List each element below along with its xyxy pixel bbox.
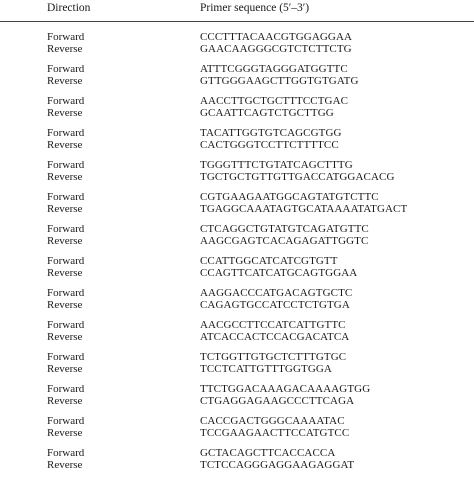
primer-pair-row [0, 95, 474, 127]
table-header [0, 0, 474, 22]
reverse-sequence: CAGAGTGCCATCCTCTGTGA [200, 299, 350, 311]
forward-sequence: AAGGACCCATGACAGTGCTC [200, 287, 353, 299]
forward-sequence: CTCAGGCTGTATGTCAGATGTTC [200, 223, 369, 235]
reverse-sequence: GTTGGGAAGCTTGGTGTGATG [200, 75, 359, 87]
reverse-label: Reverse [47, 427, 83, 439]
column-header-direction: Direction [47, 2, 91, 14]
reverse-label: Reverse [47, 43, 83, 55]
forward-sequence: CGTGAAGAATGGCAGTATGTCTTC [200, 191, 379, 203]
primer-pair-row [0, 447, 474, 479]
reverse-label: Reverse [47, 107, 83, 119]
forward-sequence: AACCTTGCTGCTTTCCTGAC [200, 95, 349, 107]
forward-label: Forward [47, 159, 85, 171]
forward-sequence: TTCTGGACAAAGACAAAAGTGG [200, 383, 371, 395]
primer-pair-row [0, 415, 474, 447]
primer-pair-row [0, 191, 474, 223]
reverse-label: Reverse [47, 459, 83, 471]
reverse-label: Reverse [47, 203, 83, 215]
reverse-sequence: GCAATTCAGTCTGCTTGG [200, 107, 334, 119]
forward-sequence: TACATTGGTGTCAGCGTGG [200, 127, 342, 139]
reverse-label: Reverse [47, 75, 83, 87]
forward-sequence: ATTTCGGGTAGGGATGGTTC [200, 63, 348, 75]
forward-sequence: TGGGTTTCTGTATCAGCTTTG [200, 159, 353, 171]
primer-pair-row [0, 31, 474, 63]
forward-sequence: GCTACAGCTTCACCACCA [200, 447, 336, 459]
reverse-sequence: TCTCCAGGGAGGAAGAGGAT [200, 459, 355, 471]
reverse-sequence: CTGAGGAGAAGCCCTTCAGA [200, 395, 355, 407]
reverse-label: Reverse [47, 171, 83, 183]
forward-sequence: CCCTTTACAACGTGGAGGAA [200, 31, 353, 43]
forward-sequence: CCATTGGCATCATCGTGTT [200, 255, 338, 267]
forward-label: Forward [47, 447, 85, 459]
forward-label: Forward [47, 287, 85, 299]
reverse-sequence: GAACAAGGGCGTCTCTTCTG [200, 43, 352, 55]
primer-pair-row [0, 127, 474, 159]
forward-label: Forward [47, 383, 85, 395]
forward-sequence: TCTGGTTGTGCTCTTTGTGC [200, 351, 347, 363]
forward-label: Forward [47, 223, 85, 235]
primer-pair-row [0, 319, 474, 351]
reverse-sequence: TCCGAAGAACTTCCATGTCC [200, 427, 350, 439]
primer-table-body [0, 31, 474, 479]
primer-pair-row [0, 287, 474, 319]
column-header-primer-sequence: Primer sequence (5′–3′) [200, 2, 310, 14]
reverse-label: Reverse [47, 331, 83, 343]
forward-label: Forward [47, 63, 85, 75]
reverse-sequence: TCCTCATTGTTTGGTGGA [200, 363, 332, 375]
forward-label: Forward [47, 351, 85, 363]
forward-label: Forward [47, 255, 85, 267]
forward-label: Forward [47, 191, 85, 203]
reverse-sequence: AAGCGAGTCACAGAGATTGGTC [200, 235, 369, 247]
reverse-sequence: CCAGTTCATCATGCAGTGGAA [200, 267, 358, 279]
reverse-label: Reverse [47, 139, 83, 151]
reverse-sequence: TGAGGCAAATAGTGCATAAAATATGACT [200, 203, 408, 215]
reverse-sequence: TGCTGCTGTTGTTGACCATGGACACG [200, 171, 395, 183]
primer-pair-row [0, 383, 474, 415]
primer-pair-row [0, 63, 474, 95]
primer-pair-row [0, 223, 474, 255]
forward-label: Forward [47, 31, 85, 43]
forward-label: Forward [47, 415, 85, 427]
reverse-label: Reverse [47, 299, 83, 311]
forward-sequence: CACCGACTGGGCAAAATAC [200, 415, 345, 427]
forward-sequence: AACGCCTTCCATCATTGTTC [200, 319, 346, 331]
reverse-label: Reverse [47, 235, 83, 247]
reverse-sequence: CACTGGGTCCTTCTTTTCC [200, 139, 339, 151]
forward-label: Forward [47, 127, 85, 139]
primer-pair-row [0, 255, 474, 287]
reverse-sequence: ATCACCACTCCACGACATCA [200, 331, 350, 343]
forward-label: Forward [47, 319, 85, 331]
header-divider [0, 21, 474, 22]
primer-pair-row [0, 351, 474, 383]
reverse-label: Reverse [47, 363, 83, 375]
forward-label: Forward [47, 95, 85, 107]
reverse-label: Reverse [47, 267, 83, 279]
primer-pair-row [0, 159, 474, 191]
reverse-label: Reverse [47, 395, 83, 407]
